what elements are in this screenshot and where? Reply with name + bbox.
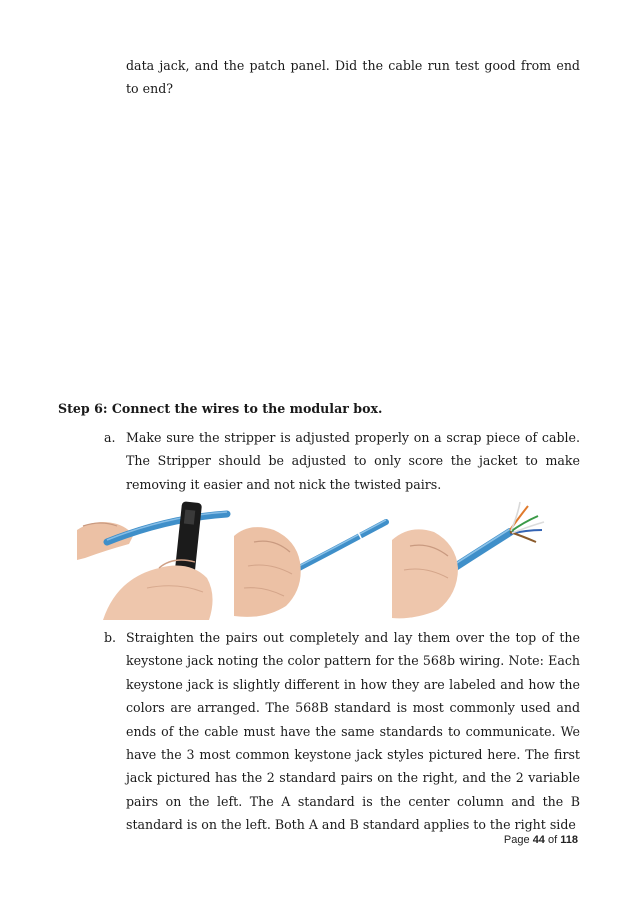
step-heading: Step 6: Connect the wires to the modular box. (58, 401, 383, 416)
page-footer (504, 834, 578, 846)
stripping-photos (77, 496, 547, 620)
intro-paragraph: data jack, and the patch panel. Did the cable run test good from end to end? (126, 58, 580, 97)
of-word: of (548, 834, 558, 846)
list-item-text: Make sure the stripper is adjusted properly on a scrap piece of cable. The Stripper should be adjusted to only score the jacket to make removing it easier and not nick the twisted pairs. (126, 430, 580, 492)
list-item-b (104, 626, 580, 837)
cable-stripper-photo (77, 496, 234, 620)
list-item-a (104, 426, 580, 496)
list-marker: a. (104, 430, 116, 445)
page-number: 44 (532, 834, 545, 846)
scored-cable-photo (234, 496, 392, 620)
list-marker: b. (104, 630, 117, 645)
list-item-text: Straighten the pairs out completely and lay them over the top of the keystone jack noting the color pattern for the 568b wiring. Note: Each keystone jack is slightly different in how they are labeled and how the colors are arranged. The 568B standard is most commonly used and ends of the cable must have the same standards to communicate. We have the 3 most common keystone jack styles pictured here. The first jack pictured has the 2 standard pairs on the right, and the 2 variable pairs on the left. The A standard is the center column and the B standard is on the left. Both A and B standard applies to the right side (126, 630, 580, 833)
total-pages: 118 (560, 834, 578, 846)
page-word: Page (503, 834, 530, 846)
stripped-cable-photo (392, 496, 547, 620)
